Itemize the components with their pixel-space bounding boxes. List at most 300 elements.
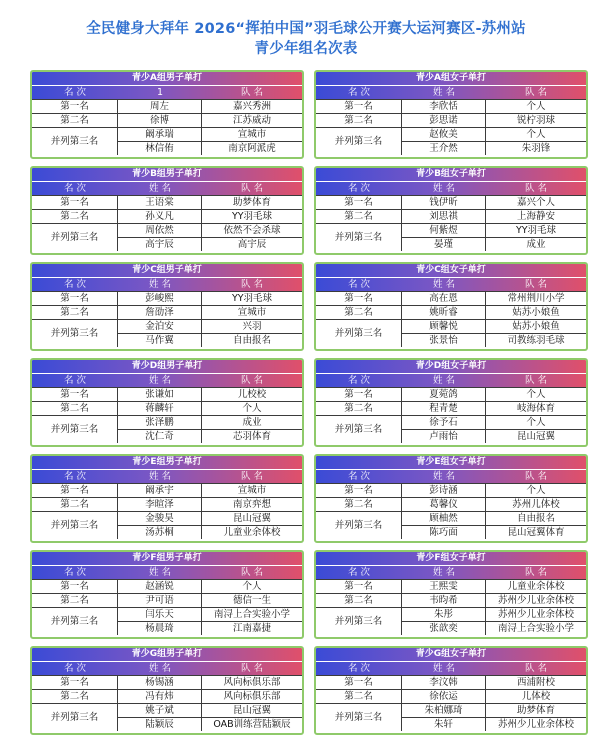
table-row bbox=[402, 525, 586, 539]
name-cell: 程青楚 bbox=[402, 402, 486, 415]
team-cell: 儿体校 bbox=[521, 691, 551, 702]
team-header: 队 名 bbox=[524, 279, 548, 290]
tie-entries bbox=[118, 512, 302, 539]
rank-cell: 第二名 bbox=[32, 690, 118, 703]
team-cell: 宣城市 bbox=[237, 485, 267, 496]
table-title: 青少D组女子单打 bbox=[316, 360, 586, 373]
table-row bbox=[118, 141, 302, 155]
tie-rank-cell: 并列第三名 bbox=[316, 608, 402, 635]
name-cell: 张歆奕 bbox=[402, 622, 486, 635]
rank-header: 名 次 bbox=[63, 279, 87, 290]
team-cell: 风向标俱乐部 bbox=[223, 677, 281, 688]
tie-entries bbox=[402, 224, 586, 251]
name-cell: 马作翼 bbox=[118, 334, 202, 347]
team-header: 队 名 bbox=[240, 567, 264, 578]
tie-entries bbox=[402, 416, 586, 443]
tie-third-group bbox=[316, 127, 586, 155]
rank-header: 名 次 bbox=[63, 663, 87, 674]
name-cell: 周左 bbox=[118, 100, 202, 113]
results-row bbox=[30, 550, 590, 641]
rank-cell: 第一名 bbox=[316, 100, 402, 113]
table-row bbox=[316, 305, 586, 319]
rank-header: 名 次 bbox=[347, 663, 371, 674]
rank-cell: 第二名 bbox=[316, 594, 402, 607]
results-row bbox=[30, 454, 590, 545]
tie-entries bbox=[402, 128, 586, 155]
table-row bbox=[316, 291, 586, 305]
table-header bbox=[316, 469, 586, 483]
team-cell: 上海静安 bbox=[516, 211, 555, 222]
rank-cell: 第一名 bbox=[316, 388, 402, 401]
name-cell: 冯有炜 bbox=[118, 690, 202, 703]
tie-entries bbox=[402, 608, 586, 635]
tie-third-group bbox=[32, 223, 302, 251]
results-grid bbox=[30, 70, 590, 742]
name-cell: 张景怡 bbox=[402, 334, 486, 347]
rank-header: 名 次 bbox=[347, 279, 371, 290]
name-header: 姓 名 bbox=[432, 375, 456, 386]
team-cell: 南京弈想 bbox=[232, 499, 271, 510]
table-row bbox=[32, 401, 302, 415]
rank-cell: 第二名 bbox=[32, 402, 118, 415]
name-cell: 詹劭泽 bbox=[118, 306, 202, 319]
tie-entries bbox=[118, 704, 302, 731]
table-title: 青少A组男子单打 bbox=[32, 72, 302, 85]
table-header bbox=[316, 85, 586, 99]
name-cell: 何紫煜 bbox=[402, 224, 486, 237]
name-cell: 顾柚然 bbox=[402, 512, 486, 525]
name-cell: 钱伊昕 bbox=[402, 196, 486, 209]
table-row bbox=[316, 483, 586, 497]
tie-third-group bbox=[32, 703, 302, 731]
table-row bbox=[32, 291, 302, 305]
results-table bbox=[30, 646, 304, 735]
tie-rank-cell: 并列第三名 bbox=[32, 128, 118, 155]
page-title: 全民健身大拜年 2026“挥拍中国”羽毛球公开赛大运河赛区-苏州站 bbox=[86, 21, 526, 37]
tie-third-group bbox=[316, 415, 586, 443]
name-cell: 彭峻熙 bbox=[118, 292, 202, 305]
team-cell: 个人 bbox=[242, 403, 262, 414]
team-cell: 昆山冠翼 bbox=[516, 431, 555, 442]
rank-cell: 第一名 bbox=[316, 676, 402, 689]
team-header: 队 名 bbox=[240, 471, 264, 482]
table-row bbox=[402, 416, 586, 429]
tie-rank-cell: 并列第三名 bbox=[32, 608, 118, 635]
team-cell: 风向标俱乐部 bbox=[223, 691, 281, 702]
table-row bbox=[316, 113, 586, 127]
name-cell: 陆颖辰 bbox=[118, 718, 202, 731]
name-cell: 汤苏桐 bbox=[118, 526, 202, 539]
table-row bbox=[402, 141, 586, 155]
tie-third-group bbox=[32, 127, 302, 155]
table-row bbox=[316, 579, 586, 593]
tie-rank-cell: 并列第三名 bbox=[316, 416, 402, 443]
name-cell: 尹可语 bbox=[118, 594, 202, 607]
table-row bbox=[316, 195, 586, 209]
rank-cell: 第一名 bbox=[32, 676, 118, 689]
tie-rank-cell: 并列第三名 bbox=[32, 512, 118, 539]
tie-rank-cell: 并列第三名 bbox=[316, 320, 402, 347]
table-row bbox=[402, 621, 586, 635]
table-header bbox=[32, 181, 302, 195]
team-cell: OAB训练营陆颖辰 bbox=[213, 719, 291, 730]
name-cell: 赵涵锐 bbox=[118, 580, 202, 593]
team-cell: 个人 bbox=[526, 485, 546, 496]
results-table bbox=[30, 166, 304, 255]
name-header: 姓 名 bbox=[432, 567, 456, 578]
name-cell: 夏菀鸽 bbox=[402, 388, 486, 401]
name-header: 姓 名 bbox=[432, 471, 456, 482]
table-row bbox=[316, 675, 586, 689]
table-row bbox=[32, 593, 302, 607]
name-cell: 彭思诺 bbox=[402, 114, 486, 127]
team-cell: 成业 bbox=[526, 239, 546, 250]
name-cell: 姚昕睿 bbox=[402, 306, 486, 319]
rank-header: 名 次 bbox=[63, 87, 87, 98]
table-row bbox=[316, 497, 586, 511]
table-title: 青少C组女子单打 bbox=[316, 264, 586, 277]
team-cell: 常州荆川小学 bbox=[507, 293, 565, 304]
rank-cell: 第二名 bbox=[316, 402, 402, 415]
rank-header: 名 次 bbox=[63, 567, 87, 578]
team-header: 队 名 bbox=[524, 567, 548, 578]
rank-header: 名 次 bbox=[347, 567, 371, 578]
name-cell: 张泽鹏 bbox=[118, 416, 202, 429]
table-row bbox=[32, 99, 302, 113]
rank-cell: 第一名 bbox=[316, 484, 402, 497]
rank-cell: 第二名 bbox=[32, 306, 118, 319]
table-title: 青少D组男子单打 bbox=[32, 360, 302, 373]
table-row bbox=[118, 621, 302, 635]
tie-entries bbox=[118, 128, 302, 155]
table-row bbox=[402, 512, 586, 525]
results-row bbox=[30, 70, 590, 161]
tie-entries bbox=[402, 704, 586, 731]
team-cell: 苏州少儿业余体校 bbox=[497, 595, 574, 606]
page-subtitle: 青少年组名次表 bbox=[254, 41, 358, 57]
rank-header: 名 次 bbox=[347, 375, 371, 386]
team-cell: 昆山冠翼 bbox=[232, 513, 271, 524]
tie-third-group bbox=[316, 607, 586, 635]
results-row bbox=[30, 262, 590, 353]
team-cell: 昆山冠翼 bbox=[232, 705, 271, 716]
table-title: 青少G组女子单打 bbox=[316, 648, 586, 661]
table-header bbox=[316, 661, 586, 675]
table-row bbox=[402, 608, 586, 621]
table-title: 青少G组男子单打 bbox=[32, 648, 302, 661]
table-header bbox=[316, 565, 586, 579]
team-cell: 个人 bbox=[526, 389, 546, 400]
team-header: 队 名 bbox=[240, 663, 264, 674]
table-row bbox=[316, 99, 586, 113]
name-header: 姓 名 bbox=[432, 183, 456, 194]
name-cell: 徐依运 bbox=[402, 690, 486, 703]
tie-rank-cell: 并列第三名 bbox=[316, 224, 402, 251]
table-row bbox=[32, 497, 302, 511]
tie-rank-cell: 并列第三名 bbox=[32, 704, 118, 731]
name-cell: 金骏昊 bbox=[118, 512, 202, 525]
team-cell: 南京阿派虎 bbox=[228, 143, 276, 154]
team-cell: 南浔上合实验小学 bbox=[497, 623, 574, 634]
table-row bbox=[118, 237, 302, 251]
team-cell: 苏州少儿业余体校 bbox=[497, 609, 574, 620]
tie-third-group bbox=[32, 607, 302, 635]
tie-third-group bbox=[316, 223, 586, 251]
tie-rank-cell: 并列第三名 bbox=[32, 224, 118, 251]
rank-cell: 第二名 bbox=[32, 498, 118, 511]
table-row bbox=[402, 333, 586, 347]
team-cell: 个人 bbox=[526, 129, 546, 140]
results-row bbox=[30, 358, 590, 449]
table-row bbox=[402, 224, 586, 237]
team-cell: 南浔上合实验小学 bbox=[213, 609, 290, 620]
table-title: 青少B组男子单打 bbox=[32, 168, 302, 181]
team-header: 队 名 bbox=[524, 471, 548, 482]
name-cell: 阚承瑞 bbox=[118, 128, 202, 141]
team-cell: 岐海体育 bbox=[516, 403, 555, 414]
tie-third-group bbox=[316, 319, 586, 347]
tie-third-group bbox=[32, 319, 302, 347]
rank-cell: 第一名 bbox=[32, 196, 118, 209]
name-header: 姓 名 bbox=[148, 375, 172, 386]
table-row bbox=[32, 195, 302, 209]
team-header: 队 名 bbox=[240, 87, 264, 98]
results-table bbox=[30, 358, 304, 447]
tie-third-group bbox=[32, 415, 302, 443]
table-row bbox=[316, 209, 586, 223]
table-row bbox=[32, 675, 302, 689]
table-title: 青少E组男子单打 bbox=[32, 456, 302, 469]
rank-cell: 第一名 bbox=[32, 580, 118, 593]
team-cell: YY羽毛球 bbox=[515, 225, 557, 236]
tie-rank-cell: 并列第三名 bbox=[316, 704, 402, 731]
table-header bbox=[32, 373, 302, 387]
team-cell: 嘉兴个人 bbox=[516, 197, 555, 208]
table-title: 青少A组女子单打 bbox=[316, 72, 586, 85]
team-cell: 宣城市 bbox=[237, 129, 267, 140]
rank-header: 名 次 bbox=[63, 471, 87, 482]
results-table bbox=[314, 646, 588, 735]
table-row bbox=[402, 237, 586, 251]
team-cell: 儿校校 bbox=[237, 389, 267, 400]
team-cell: 嘉兴秀洲 bbox=[232, 101, 271, 112]
name-cell: 闫乐天 bbox=[118, 608, 202, 621]
table-header bbox=[32, 661, 302, 675]
table-row bbox=[402, 320, 586, 333]
name-cell: 徐博 bbox=[118, 114, 202, 127]
table-row bbox=[402, 429, 586, 443]
table-row bbox=[118, 704, 302, 717]
table-header bbox=[32, 85, 302, 99]
table-row bbox=[402, 717, 586, 731]
name-cell: 李汶韩 bbox=[402, 676, 486, 689]
name-cell: 刘思祺 bbox=[402, 210, 486, 223]
table-header bbox=[32, 565, 302, 579]
rank-header: 名 次 bbox=[63, 375, 87, 386]
table-row bbox=[118, 416, 302, 429]
results-table bbox=[30, 262, 304, 351]
rank-cell: 第二名 bbox=[32, 210, 118, 223]
name-cell: 赵攸美 bbox=[402, 128, 486, 141]
table-title: 青少F组女子单打 bbox=[316, 552, 586, 565]
name-cell: 王熙雯 bbox=[402, 580, 486, 593]
table-row bbox=[118, 429, 302, 443]
table-row bbox=[32, 483, 302, 497]
table-row bbox=[316, 593, 586, 607]
table-header bbox=[32, 469, 302, 483]
team-cell: 自由报名 bbox=[516, 513, 555, 524]
table-row bbox=[32, 305, 302, 319]
table-row bbox=[118, 717, 302, 731]
team-cell: 苏州儿体校 bbox=[512, 499, 560, 510]
results-table bbox=[314, 262, 588, 351]
table-title: 青少B组女子单打 bbox=[316, 168, 586, 181]
name-cell: 孙义凡 bbox=[118, 210, 202, 223]
name-cell: 高宇辰 bbox=[118, 238, 202, 251]
table-row bbox=[118, 333, 302, 347]
team-cell: YY羽毛球 bbox=[231, 211, 273, 222]
team-cell: 芯羽体育 bbox=[232, 431, 271, 442]
rank-header: 名 次 bbox=[347, 87, 371, 98]
team-cell: 西浦附校 bbox=[516, 677, 555, 688]
team-cell: 宣城市 bbox=[237, 307, 267, 318]
name-cell: 顾馨悦 bbox=[402, 320, 486, 333]
tie-entries bbox=[118, 224, 302, 251]
name-header: 姓 名 bbox=[148, 279, 172, 290]
rank-cell: 第一名 bbox=[32, 388, 118, 401]
name-cell: 陈巧面 bbox=[402, 526, 486, 539]
team-header: 队 名 bbox=[240, 183, 264, 194]
team-cell: 高宇辰 bbox=[237, 239, 267, 250]
rank-cell: 第二名 bbox=[316, 690, 402, 703]
team-cell: 成业 bbox=[242, 417, 262, 428]
team-cell: 苏州少儿业余体校 bbox=[497, 719, 574, 730]
rank-header: 名 次 bbox=[347, 471, 371, 482]
tie-rank-cell: 并列第三名 bbox=[32, 320, 118, 347]
team-header: 队 名 bbox=[240, 375, 264, 386]
tie-entries bbox=[402, 512, 586, 539]
name-cell: 彭诗涵 bbox=[402, 484, 486, 497]
results-table bbox=[314, 550, 588, 639]
tie-third-group bbox=[316, 511, 586, 539]
team-cell: 锐柠羽球 bbox=[516, 115, 555, 126]
name-cell: 沈仁奇 bbox=[118, 430, 202, 443]
name-cell: 卢雨怡 bbox=[402, 430, 486, 443]
name-cell: 金泊安 bbox=[118, 320, 202, 333]
team-cell: 姑苏小娘鱼 bbox=[512, 321, 560, 332]
team-cell: 依然不会杀球 bbox=[223, 225, 281, 236]
team-cell: 兴羽 bbox=[242, 321, 262, 332]
name-cell: 蒋麟轩 bbox=[118, 402, 202, 415]
table-row bbox=[316, 689, 586, 703]
name-header: 姓 名 bbox=[148, 183, 172, 194]
table-header bbox=[316, 181, 586, 195]
tie-third-group bbox=[32, 511, 302, 539]
table-row bbox=[316, 387, 586, 401]
rank-cell: 第二名 bbox=[316, 210, 402, 223]
table-row bbox=[316, 401, 586, 415]
name-header: 姓 名 bbox=[432, 279, 456, 290]
team-cell: 个人 bbox=[242, 581, 262, 592]
name-cell: 王语棠 bbox=[118, 196, 202, 209]
table-row bbox=[118, 320, 302, 333]
team-cell: 助梦体育 bbox=[516, 705, 555, 716]
name-header: 姓 名 bbox=[148, 663, 172, 674]
tie-third-group bbox=[316, 703, 586, 731]
table-row bbox=[118, 525, 302, 539]
name-header: 姓 名 bbox=[148, 471, 172, 482]
table-row bbox=[118, 224, 302, 237]
results-table bbox=[30, 70, 304, 159]
team-cell: 助梦体育 bbox=[232, 197, 271, 208]
tie-rank-cell: 并列第三名 bbox=[316, 128, 402, 155]
team-cell: 昆山冠翼体育 bbox=[507, 527, 565, 538]
team-cell: 司教练羽毛球 bbox=[507, 335, 565, 346]
tie-entries bbox=[402, 320, 586, 347]
team-header: 队 名 bbox=[524, 183, 548, 194]
name-cell: 朱轩 bbox=[402, 718, 486, 731]
name-cell: 李欣恬 bbox=[402, 100, 486, 113]
name-cell: 张谦如 bbox=[118, 388, 202, 401]
results-table bbox=[30, 454, 304, 543]
tie-rank-cell: 并列第三名 bbox=[32, 416, 118, 443]
results-table bbox=[314, 454, 588, 543]
team-cell: 儿童业余体校 bbox=[223, 527, 281, 538]
team-cell: 儿童业余体校 bbox=[507, 581, 565, 592]
team-cell: 朱羽锋 bbox=[521, 143, 551, 154]
table-title: 青少C组男子单打 bbox=[32, 264, 302, 277]
team-cell: 姑苏小娘鱼 bbox=[512, 307, 560, 318]
team-cell: YY羽毛球 bbox=[231, 293, 273, 304]
tie-entries bbox=[118, 320, 302, 347]
rank-cell: 第一名 bbox=[316, 292, 402, 305]
rank-cell: 第二名 bbox=[316, 306, 402, 319]
rank-cell: 第二名 bbox=[32, 594, 118, 607]
tie-entries bbox=[118, 608, 302, 635]
results-row bbox=[30, 646, 590, 737]
table-row bbox=[402, 128, 586, 141]
name-cell: 朱柏娜琦 bbox=[402, 704, 486, 717]
rank-header: 名 次 bbox=[63, 183, 87, 194]
table-row bbox=[32, 689, 302, 703]
name-header: 姓 名 bbox=[432, 663, 456, 674]
name-cell: 徐予石 bbox=[402, 416, 486, 429]
results-row bbox=[30, 166, 590, 257]
team-cell: 江南嘉捷 bbox=[232, 623, 271, 634]
rank-cell: 第一名 bbox=[32, 100, 118, 113]
name-cell: 王介然 bbox=[402, 142, 486, 155]
name-cell: 朱彤 bbox=[402, 608, 486, 621]
name-cell: 林信侑 bbox=[118, 142, 202, 155]
name-cell: 杨晨琦 bbox=[118, 622, 202, 635]
rank-cell: 第二名 bbox=[316, 114, 402, 127]
rank-cell: 第二名 bbox=[316, 498, 402, 511]
table-row bbox=[32, 209, 302, 223]
name-cell: 葛馨仪 bbox=[402, 498, 486, 511]
rank-cell: 第二名 bbox=[32, 114, 118, 127]
name-header: 1 bbox=[156, 87, 164, 98]
name-cell: 晏瑾 bbox=[402, 238, 486, 251]
results-table bbox=[314, 358, 588, 447]
name-cell: 高在恩 bbox=[402, 292, 486, 305]
table-row bbox=[402, 704, 586, 717]
name-cell: 杨锡涵 bbox=[118, 676, 202, 689]
table-row bbox=[118, 608, 302, 621]
tie-entries bbox=[118, 416, 302, 443]
rank-header: 名 次 bbox=[347, 183, 371, 194]
table-row bbox=[32, 579, 302, 593]
table-row bbox=[118, 128, 302, 141]
